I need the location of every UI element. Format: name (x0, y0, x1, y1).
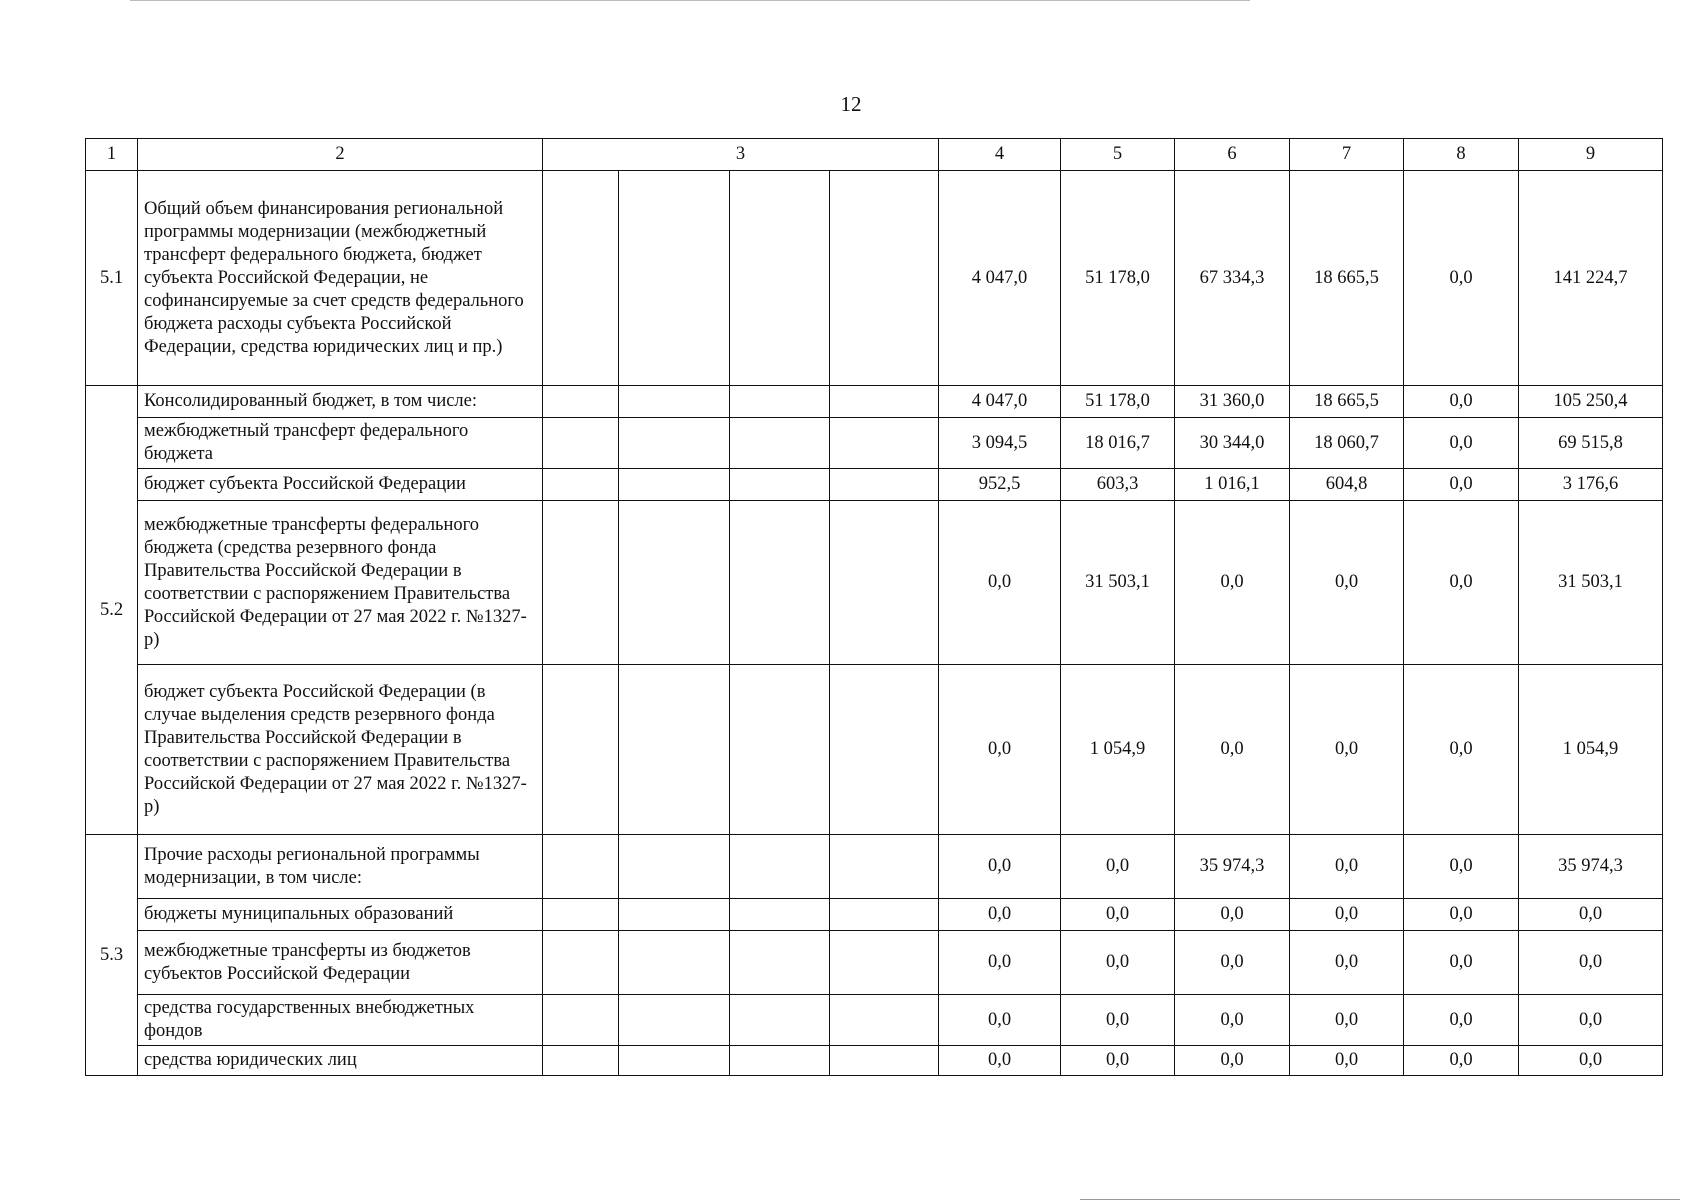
empty-cell (830, 171, 939, 386)
empty-cell (730, 469, 830, 501)
value-cell: 1 016,1 (1175, 469, 1290, 501)
scan-edge-top (130, 0, 1250, 1)
empty-cell (830, 899, 939, 931)
row-description: бюджет субъекта Российской Федерации (в случае выделения средств резервного фонда Правительства Российской Федерации в соответствии с распоряжением Правительства Российской Федерации от 27 мая 2022 г. №1327-р) (138, 665, 543, 835)
value-cell: 0,0 (1519, 1046, 1663, 1076)
row-description: Прочие расходы региональной программы модернизации, в том числе: (138, 835, 543, 899)
value-cell: 0,0 (1404, 931, 1519, 995)
value-cell: 0,0 (1175, 899, 1290, 931)
value-cell: 0,0 (1519, 995, 1663, 1046)
empty-cell (830, 469, 939, 501)
row-description: межбюджетные трансферты федерального бюджета (средства резервного фонда Правительства Российской Федерации в соответствии с распоряжением Правительства Российской Федерации от 27 мая 2022 г. №1327-р) (138, 501, 543, 665)
empty-cell (730, 501, 830, 665)
value-cell: 0,0 (1175, 501, 1290, 665)
value-cell: 0,0 (1175, 931, 1290, 995)
row-code: 5.3 (86, 835, 138, 1076)
value-cell: 3 176,6 (1519, 469, 1663, 501)
column-number: 3 (543, 139, 939, 171)
column-number: 2 (138, 139, 543, 171)
value-cell: 0,0 (1404, 899, 1519, 931)
empty-cell (543, 469, 619, 501)
value-cell: 51 178,0 (1061, 171, 1175, 386)
value-cell: 4 047,0 (939, 386, 1061, 418)
value-cell: 0,0 (1290, 501, 1404, 665)
row-description: межбюджетный трансферт федерального бюджета (138, 418, 543, 469)
value-cell: 0,0 (1404, 171, 1519, 386)
value-cell: 0,0 (1404, 665, 1519, 835)
table-row (86, 665, 1663, 835)
value-cell: 0,0 (939, 1046, 1061, 1076)
value-cell: 31 503,1 (1519, 501, 1663, 665)
table-row (86, 418, 1663, 469)
value-cell: 3 094,5 (939, 418, 1061, 469)
empty-cell (830, 665, 939, 835)
empty-cell (730, 386, 830, 418)
value-cell: 18 665,5 (1290, 386, 1404, 418)
value-cell: 35 974,3 (1175, 835, 1290, 899)
empty-cell (543, 1046, 619, 1076)
table-row (86, 501, 1663, 665)
row-code: 5.2 (86, 386, 138, 835)
value-cell: 0,0 (1061, 835, 1175, 899)
empty-cell (619, 501, 730, 665)
empty-cell (619, 386, 730, 418)
value-cell: 0,0 (1404, 469, 1519, 501)
empty-cell (830, 835, 939, 899)
row-description: бюджеты муниципальных образований (138, 899, 543, 931)
empty-cell (543, 931, 619, 995)
value-cell: 0,0 (1519, 899, 1663, 931)
row-description: бюджет субъекта Российской Федерации (138, 469, 543, 501)
value-cell: 35 974,3 (1519, 835, 1663, 899)
value-cell: 69 515,8 (1519, 418, 1663, 469)
column-number-row (86, 139, 1663, 171)
empty-cell (830, 418, 939, 469)
value-cell: 0,0 (1290, 835, 1404, 899)
value-cell: 18 016,7 (1061, 418, 1175, 469)
table-row (86, 899, 1663, 931)
value-cell: 18 665,5 (1290, 171, 1404, 386)
column-number: 8 (1404, 139, 1519, 171)
value-cell: 0,0 (1175, 665, 1290, 835)
value-cell: 0,0 (1290, 665, 1404, 835)
value-cell: 31 360,0 (1175, 386, 1290, 418)
value-cell: 0,0 (1404, 1046, 1519, 1076)
row-description: средства юридических лиц (138, 1046, 543, 1076)
column-number: 4 (939, 139, 1061, 171)
row-description: межбюджетные трансферты из бюджетов субъектов Российской Федерации (138, 931, 543, 995)
empty-cell (619, 835, 730, 899)
empty-cell (543, 665, 619, 835)
value-cell: 51 178,0 (1061, 386, 1175, 418)
row-description: Общий объем финансирования региональной программы модернизации (межбюджетный трансферт федерального бюджета, бюджет субъекта Российской Федерации, не софинансируемые за счет средств федерального бюджета расходы субъекта Российской Федерации, средства юридических лиц и пр.) (138, 171, 543, 386)
empty-cell (619, 171, 730, 386)
empty-cell (543, 386, 619, 418)
value-cell: 0,0 (1061, 1046, 1175, 1076)
empty-cell (619, 665, 730, 835)
value-cell: 1 054,9 (1061, 665, 1175, 835)
empty-cell (543, 835, 619, 899)
column-number: 5 (1061, 139, 1175, 171)
empty-cell (730, 665, 830, 835)
empty-cell (830, 995, 939, 1046)
empty-cell (619, 469, 730, 501)
financing-table (85, 138, 1663, 1076)
row-description: средства государственных внебюджетных фондов (138, 995, 543, 1046)
empty-cell (543, 171, 619, 386)
empty-cell (619, 1046, 730, 1076)
value-cell: 30 344,0 (1175, 418, 1290, 469)
column-number: 1 (86, 139, 138, 171)
table-row (86, 386, 1663, 418)
value-cell: 0,0 (1404, 418, 1519, 469)
empty-cell (543, 418, 619, 469)
value-cell: 0,0 (1404, 995, 1519, 1046)
empty-cell (730, 171, 830, 386)
row-description: Консолидированный бюджет, в том числе: (138, 386, 543, 418)
value-cell: 0,0 (1061, 899, 1175, 931)
value-cell: 0,0 (939, 899, 1061, 931)
value-cell: 141 224,7 (1519, 171, 1663, 386)
table-row (86, 835, 1663, 899)
value-cell: 105 250,4 (1519, 386, 1663, 418)
empty-cell (619, 995, 730, 1046)
row-code: 5.1 (86, 171, 138, 386)
empty-cell (619, 418, 730, 469)
empty-cell (730, 995, 830, 1046)
table-row (86, 1046, 1663, 1076)
empty-cell (830, 386, 939, 418)
value-cell: 0,0 (1061, 931, 1175, 995)
value-cell: 0,0 (939, 501, 1061, 665)
empty-cell (543, 501, 619, 665)
value-cell: 0,0 (1175, 1046, 1290, 1076)
empty-cell (619, 899, 730, 931)
value-cell: 0,0 (1404, 501, 1519, 665)
table-row (86, 995, 1663, 1046)
empty-cell (730, 931, 830, 995)
empty-cell (830, 1046, 939, 1076)
value-cell: 0,0 (1290, 899, 1404, 931)
empty-cell (543, 899, 619, 931)
value-cell: 0,0 (939, 835, 1061, 899)
value-cell: 18 060,7 (1290, 418, 1404, 469)
value-cell: 0,0 (1404, 386, 1519, 418)
page-number: 12 (840, 92, 862, 116)
empty-cell (730, 418, 830, 469)
value-cell: 0,0 (939, 665, 1061, 835)
value-cell: 603,3 (1061, 469, 1175, 501)
value-cell: 0,0 (1519, 931, 1663, 995)
value-cell: 4 047,0 (939, 171, 1061, 386)
value-cell: 0,0 (1290, 1046, 1404, 1076)
table-row (86, 171, 1663, 386)
empty-cell (730, 835, 830, 899)
table-row (86, 931, 1663, 995)
value-cell: 0,0 (939, 995, 1061, 1046)
value-cell: 31 503,1 (1061, 501, 1175, 665)
empty-cell (730, 899, 830, 931)
value-cell: 0,0 (1290, 931, 1404, 995)
empty-cell (619, 931, 730, 995)
value-cell: 604,8 (1290, 469, 1404, 501)
value-cell: 0,0 (1175, 995, 1290, 1046)
value-cell: 1 054,9 (1519, 665, 1663, 835)
value-cell: 0,0 (939, 931, 1061, 995)
empty-cell (830, 931, 939, 995)
empty-cell (730, 1046, 830, 1076)
column-number: 6 (1175, 139, 1290, 171)
value-cell: 67 334,3 (1175, 171, 1290, 386)
column-number: 7 (1290, 139, 1404, 171)
value-cell: 0,0 (1290, 995, 1404, 1046)
empty-cell (543, 995, 619, 1046)
value-cell: 952,5 (939, 469, 1061, 501)
empty-cell (830, 501, 939, 665)
value-cell: 0,0 (1061, 995, 1175, 1046)
table-row (86, 469, 1663, 501)
column-number: 9 (1519, 139, 1663, 171)
value-cell: 0,0 (1404, 835, 1519, 899)
